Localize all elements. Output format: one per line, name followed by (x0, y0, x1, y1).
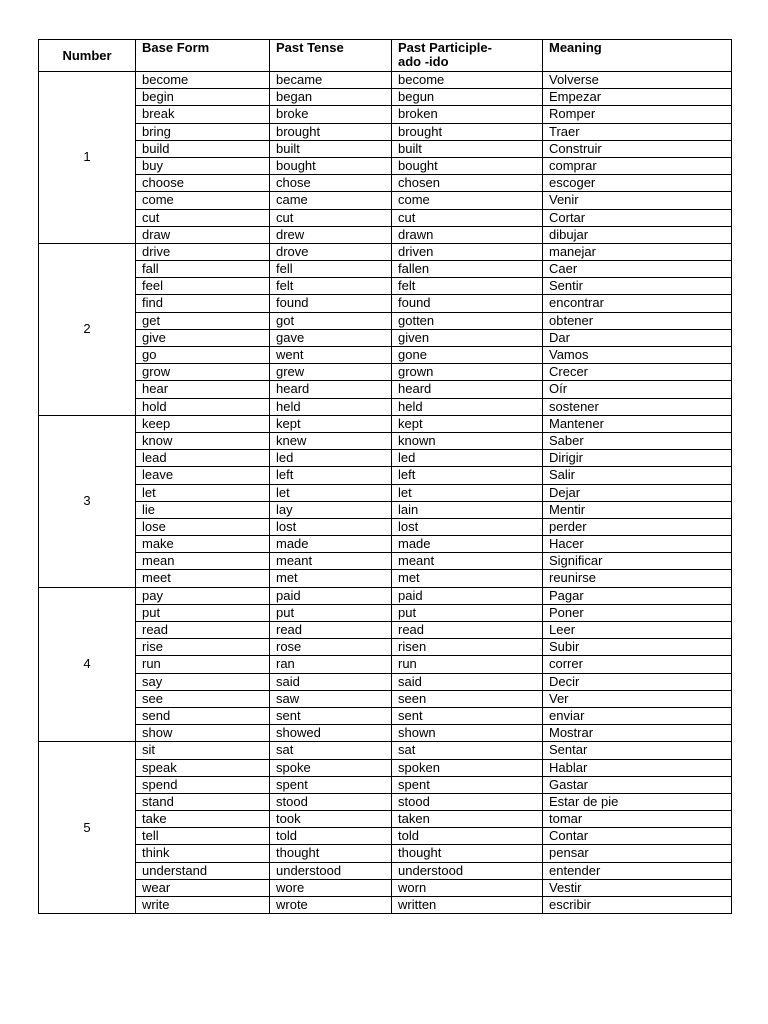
meaning-cell: reunirse (543, 570, 732, 587)
past-tense-cell: sent (270, 707, 392, 724)
past-participle-cell: held (392, 398, 543, 415)
past-participle-cell: given (392, 329, 543, 346)
past-participle-cell: made (392, 536, 543, 553)
base-form-cell: run (136, 656, 270, 673)
past-tense-cell: cut (270, 209, 392, 226)
past-tense-cell: gave (270, 329, 392, 346)
meaning-cell: Gastar (543, 776, 732, 793)
past-participle-cell: understood (392, 862, 543, 879)
base-form-cell: build (136, 140, 270, 157)
past-tense-cell: kept (270, 415, 392, 432)
past-participle-cell: spoken (392, 759, 543, 776)
past-tense-cell: showed (270, 725, 392, 742)
table-row (39, 381, 732, 398)
past-participle-cell: broken (392, 106, 543, 123)
meaning-cell: Construir (543, 140, 732, 157)
past-participle-cell: meant (392, 553, 543, 570)
base-form-cell: buy (136, 157, 270, 174)
past-participle-cell: found (392, 295, 543, 312)
meaning-cell: Dar (543, 329, 732, 346)
base-form-cell: think (136, 845, 270, 862)
past-tense-cell: went (270, 347, 392, 364)
past-participle-cell: left (392, 467, 543, 484)
meaning-cell: perder (543, 518, 732, 535)
meaning-cell: Traer (543, 123, 732, 140)
header-meaning: Meaning (543, 40, 732, 72)
past-participle-cell: said (392, 673, 543, 690)
base-form-cell: make (136, 536, 270, 553)
table-row (39, 106, 732, 123)
past-tense-cell: chose (270, 175, 392, 192)
meaning-cell: Vamos (543, 347, 732, 364)
base-form-cell: feel (136, 278, 270, 295)
past-tense-cell: took (270, 811, 392, 828)
table-row (39, 347, 732, 364)
table-row (39, 759, 732, 776)
base-form-cell: give (136, 329, 270, 346)
past-participle-cell: sat (392, 742, 543, 759)
past-tense-cell: heard (270, 381, 392, 398)
meaning-cell: Dirigir (543, 450, 732, 467)
header-past-participle: Past Participle- ado -ido (392, 40, 543, 72)
meaning-cell: Significar (543, 553, 732, 570)
past-tense-cell: felt (270, 278, 392, 295)
past-participle-cell: put (392, 604, 543, 621)
table-row (39, 226, 732, 243)
table-row (39, 518, 732, 535)
base-form-cell: lose (136, 518, 270, 535)
table-row (39, 467, 732, 484)
past-tense-cell: found (270, 295, 392, 312)
irregular-verbs-table (38, 39, 732, 914)
past-tense-cell: lost (270, 518, 392, 535)
table-row (39, 312, 732, 329)
meaning-cell: Volverse (543, 72, 732, 89)
base-form-cell: understand (136, 862, 270, 879)
table-row (39, 828, 732, 845)
table-row (39, 432, 732, 449)
past-tense-cell: lay (270, 501, 392, 518)
base-form-cell: find (136, 295, 270, 312)
table-row (39, 862, 732, 879)
past-participle-cell: built (392, 140, 543, 157)
table-row (39, 673, 732, 690)
meaning-cell: Romper (543, 106, 732, 123)
past-participle-cell: written (392, 897, 543, 914)
table-row (39, 622, 732, 639)
past-participle-cell: lain (392, 501, 543, 518)
group-number-cell: 4 (39, 587, 136, 742)
past-tense-cell: met (270, 570, 392, 587)
table-row (39, 89, 732, 106)
base-form-cell: hold (136, 398, 270, 415)
base-form-cell: come (136, 192, 270, 209)
base-form-cell: get (136, 312, 270, 329)
past-tense-cell: thought (270, 845, 392, 862)
base-form-cell: put (136, 604, 270, 621)
past-tense-cell: meant (270, 553, 392, 570)
meaning-cell: tomar (543, 811, 732, 828)
past-tense-cell: drew (270, 226, 392, 243)
table-row (39, 278, 732, 295)
base-form-cell: pay (136, 587, 270, 604)
past-participle-cell: spent (392, 776, 543, 793)
base-form-cell: write (136, 897, 270, 914)
past-participle-cell: taken (392, 811, 543, 828)
past-participle-cell: met (392, 570, 543, 587)
table-row (39, 536, 732, 553)
verb-table-body (39, 72, 732, 914)
past-participle-cell: seen (392, 690, 543, 707)
meaning-cell: obtener (543, 312, 732, 329)
group-number-cell: 5 (39, 742, 136, 914)
past-participle-cell: thought (392, 845, 543, 862)
table-row (39, 329, 732, 346)
past-tense-cell: let (270, 484, 392, 501)
past-participle-cell: sent (392, 707, 543, 724)
meaning-cell: escribir (543, 897, 732, 914)
past-tense-cell: spent (270, 776, 392, 793)
past-participle-cell: become (392, 72, 543, 89)
past-tense-cell: led (270, 450, 392, 467)
base-form-cell: send (136, 707, 270, 724)
meaning-cell: entender (543, 862, 732, 879)
base-form-cell: speak (136, 759, 270, 776)
past-tense-cell: grew (270, 364, 392, 381)
past-tense-cell: became (270, 72, 392, 89)
past-participle-cell: led (392, 450, 543, 467)
past-participle-cell: shown (392, 725, 543, 742)
meaning-cell: Vestir (543, 879, 732, 896)
table-row (39, 879, 732, 896)
past-tense-cell: rose (270, 639, 392, 656)
past-participle-cell: gotten (392, 312, 543, 329)
table-row (39, 450, 732, 467)
table-row (39, 725, 732, 742)
table-row (39, 690, 732, 707)
table-row (39, 398, 732, 415)
table-row (39, 639, 732, 656)
past-tense-cell: said (270, 673, 392, 690)
base-form-cell: lead (136, 450, 270, 467)
table-row (39, 175, 732, 192)
meaning-cell: Ver (543, 690, 732, 707)
table-row (39, 845, 732, 862)
base-form-cell: sit (136, 742, 270, 759)
base-form-cell: rise (136, 639, 270, 656)
base-form-cell: break (136, 106, 270, 123)
meaning-cell: Oír (543, 381, 732, 398)
base-form-cell: stand (136, 793, 270, 810)
past-tense-cell: got (270, 312, 392, 329)
past-tense-cell: put (270, 604, 392, 621)
base-form-cell: begin (136, 89, 270, 106)
meaning-cell: Venir (543, 192, 732, 209)
meaning-cell: Contar (543, 828, 732, 845)
meaning-cell: Pagar (543, 587, 732, 604)
past-tense-cell: told (270, 828, 392, 845)
past-tense-cell: wore (270, 879, 392, 896)
meaning-cell: enviar (543, 707, 732, 724)
past-participle-cell: let (392, 484, 543, 501)
table-row (39, 570, 732, 587)
table-row (39, 140, 732, 157)
header-base-form: Base Form (136, 40, 270, 72)
past-tense-cell: brought (270, 123, 392, 140)
past-participle-cell: heard (392, 381, 543, 398)
base-form-cell: keep (136, 415, 270, 432)
header-row (39, 40, 732, 72)
meaning-cell: Mentir (543, 501, 732, 518)
table-row (39, 793, 732, 810)
meaning-cell: escoger (543, 175, 732, 192)
meaning-cell: Mostrar (543, 725, 732, 742)
past-participle-cell: drawn (392, 226, 543, 243)
base-form-cell: spend (136, 776, 270, 793)
past-tense-cell: ran (270, 656, 392, 673)
base-form-cell: lie (136, 501, 270, 518)
table-row (39, 776, 732, 793)
base-form-cell: take (136, 811, 270, 828)
base-form-cell: mean (136, 553, 270, 570)
past-participle-cell: gone (392, 347, 543, 364)
past-participle-cell: paid (392, 587, 543, 604)
meaning-cell: Dejar (543, 484, 732, 501)
base-form-cell: say (136, 673, 270, 690)
base-form-cell: know (136, 432, 270, 449)
past-participle-cell: kept (392, 415, 543, 432)
meaning-cell: pensar (543, 845, 732, 862)
past-participle-cell: known (392, 432, 543, 449)
past-participle-cell: chosen (392, 175, 543, 192)
table-row (39, 811, 732, 828)
table-row (39, 209, 732, 226)
table-row (39, 157, 732, 174)
meaning-cell: Caer (543, 261, 732, 278)
past-participle-cell: worn (392, 879, 543, 896)
base-form-cell: become (136, 72, 270, 89)
table-row (39, 72, 732, 89)
past-tense-cell: fell (270, 261, 392, 278)
table-row (39, 656, 732, 673)
table-row (39, 243, 732, 260)
meaning-cell: Sentar (543, 742, 732, 759)
past-tense-cell: spoke (270, 759, 392, 776)
past-participle-cell: lost (392, 518, 543, 535)
past-tense-cell: wrote (270, 897, 392, 914)
meaning-cell: Estar de pie (543, 793, 732, 810)
meaning-cell: Salir (543, 467, 732, 484)
table-row (39, 501, 732, 518)
table-row (39, 484, 732, 501)
meaning-cell: Empezar (543, 89, 732, 106)
past-participle-cell: come (392, 192, 543, 209)
table-row (39, 742, 732, 759)
past-tense-cell: saw (270, 690, 392, 707)
past-tense-cell: stood (270, 793, 392, 810)
past-tense-cell: made (270, 536, 392, 553)
base-form-cell: hear (136, 381, 270, 398)
meaning-cell: Cortar (543, 209, 732, 226)
past-tense-cell: sat (270, 742, 392, 759)
base-form-cell: let (136, 484, 270, 501)
past-tense-cell: came (270, 192, 392, 209)
past-tense-cell: read (270, 622, 392, 639)
base-form-cell: choose (136, 175, 270, 192)
meaning-cell: sostener (543, 398, 732, 415)
past-tense-cell: drove (270, 243, 392, 260)
meaning-cell: Decir (543, 673, 732, 690)
base-form-cell: tell (136, 828, 270, 845)
meaning-cell: Sentir (543, 278, 732, 295)
meaning-cell: Poner (543, 604, 732, 621)
meaning-cell: comprar (543, 157, 732, 174)
past-participle-cell: felt (392, 278, 543, 295)
table-row (39, 897, 732, 914)
past-participle-cell: read (392, 622, 543, 639)
meaning-cell: Crecer (543, 364, 732, 381)
table-row (39, 587, 732, 604)
past-tense-cell: broke (270, 106, 392, 123)
past-participle-cell: driven (392, 243, 543, 260)
past-participle-cell: begun (392, 89, 543, 106)
past-tense-cell: built (270, 140, 392, 157)
past-tense-cell: paid (270, 587, 392, 604)
header-number: Number (39, 40, 136, 72)
header-past-tense: Past Tense (270, 40, 392, 72)
meaning-cell: Hacer (543, 536, 732, 553)
past-tense-cell: understood (270, 862, 392, 879)
base-form-cell: drive (136, 243, 270, 260)
base-form-cell: go (136, 347, 270, 364)
base-form-cell: draw (136, 226, 270, 243)
past-tense-cell: knew (270, 432, 392, 449)
past-participle-cell: brought (392, 123, 543, 140)
table-row (39, 553, 732, 570)
base-form-cell: show (136, 725, 270, 742)
base-form-cell: bring (136, 123, 270, 140)
base-form-cell: meet (136, 570, 270, 587)
meaning-cell: manejar (543, 243, 732, 260)
past-tense-cell: held (270, 398, 392, 415)
meaning-cell: Mantener (543, 415, 732, 432)
past-participle-cell: told (392, 828, 543, 845)
group-number-cell: 2 (39, 243, 136, 415)
past-tense-cell: began (270, 89, 392, 106)
meaning-cell: Leer (543, 622, 732, 639)
group-number-cell: 1 (39, 72, 136, 244)
past-participle-cell: risen (392, 639, 543, 656)
past-tense-cell: bought (270, 157, 392, 174)
table-row (39, 415, 732, 432)
past-participle-cell: run (392, 656, 543, 673)
table-row (39, 707, 732, 724)
meaning-cell: Subir (543, 639, 732, 656)
table-row (39, 192, 732, 209)
base-form-cell: cut (136, 209, 270, 226)
group-number-cell: 3 (39, 415, 136, 587)
table-row (39, 123, 732, 140)
past-participle-cell: fallen (392, 261, 543, 278)
meaning-cell: encontrar (543, 295, 732, 312)
base-form-cell: see (136, 690, 270, 707)
table-row (39, 295, 732, 312)
meaning-cell: Saber (543, 432, 732, 449)
table-row (39, 364, 732, 381)
meaning-cell: Hablar (543, 759, 732, 776)
past-participle-cell: grown (392, 364, 543, 381)
base-form-cell: fall (136, 261, 270, 278)
table-row (39, 604, 732, 621)
past-participle-cell: bought (392, 157, 543, 174)
meaning-cell: correr (543, 656, 732, 673)
past-tense-cell: left (270, 467, 392, 484)
base-form-cell: read (136, 622, 270, 639)
table-row (39, 261, 732, 278)
base-form-cell: grow (136, 364, 270, 381)
past-participle-cell: cut (392, 209, 543, 226)
past-participle-cell: stood (392, 793, 543, 810)
base-form-cell: leave (136, 467, 270, 484)
base-form-cell: wear (136, 879, 270, 896)
meaning-cell: dibujar (543, 226, 732, 243)
